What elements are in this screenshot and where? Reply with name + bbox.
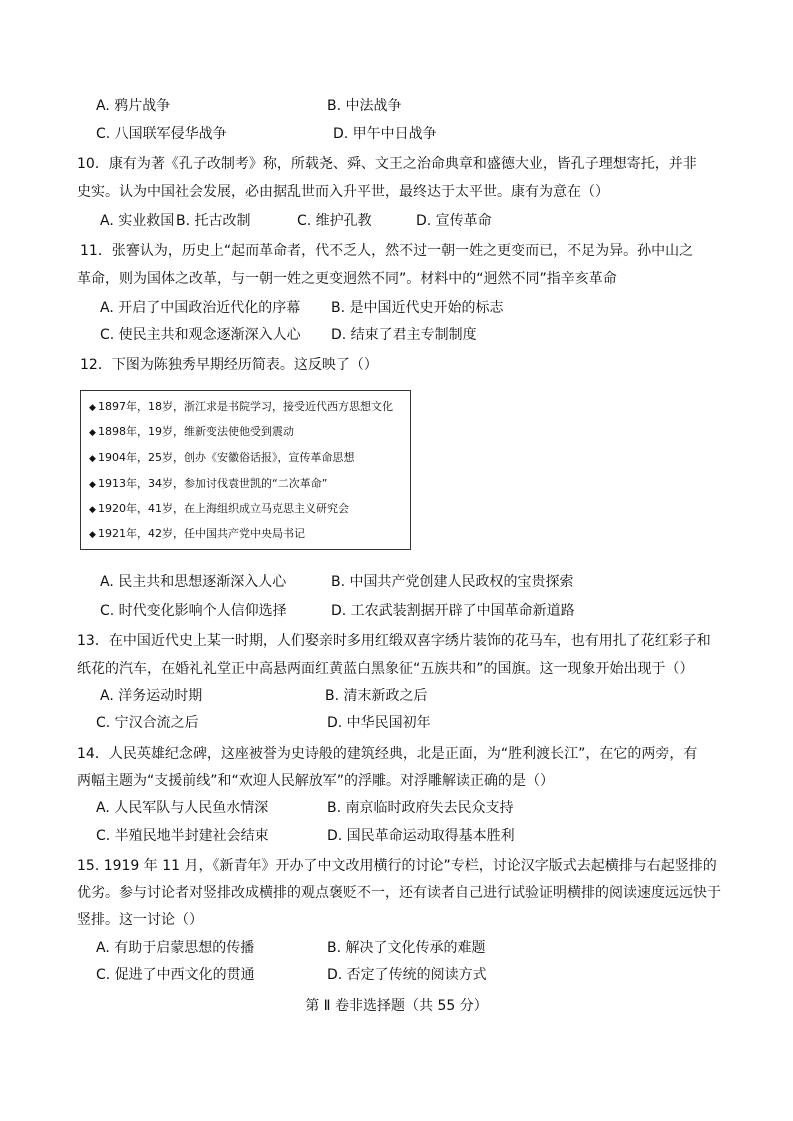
q13-option-b[interactable]: B. 清末新政之后 <box>325 688 428 704</box>
q13-option-c[interactable]: C. 宁汉合流之后 <box>96 715 199 731</box>
q11-option-b[interactable]: B. 是中国近代史开始的标志 <box>331 300 504 316</box>
q11-stem-line2: 革命，则为国体之改革，与一朝一姓之更变迥然不同”。材料中的“迥然不同”指辛亥革命 <box>77 271 617 287</box>
q15-option-a[interactable]: A. 有助于启蒙思想的传播 <box>96 940 255 956</box>
q13-stem-line2: 纸花的汽车，在婚礼礼堂正中高悬两面红黄蓝白黑象征“五族共和”的国旗。这一现象开始出现于（） <box>77 661 694 677</box>
q9-option-b[interactable]: B. 中法战争 <box>327 98 402 114</box>
q11-stem-line1: 11．张謇认为，历史上“起而革命者，代不乏人，然不过一朝一姓之更变而已，不足为异。孙中山之 <box>80 243 694 259</box>
timeline-item: ◆ 1904年，25岁，创办《安徽俗话报》，宣传革命思想 <box>89 450 355 467</box>
q12-stem-line1: 12．下图为陈独秀早期经历简表。这反映了（） <box>80 357 378 373</box>
bullet-icon: ◆ <box>89 480 96 490</box>
q11-option-c[interactable]: C. 使民主共和观念逐渐深入人心 <box>100 327 301 343</box>
q13-stem-line1: 13．在中国近代史上某一时期，人们娶亲时多用红缎双喜字绣片装饰的花马车，也有用扎了花红彩子和 <box>77 633 711 649</box>
q12-option-c[interactable]: C. 时代变化影响个人信仰选择 <box>100 603 287 619</box>
q10-option-c[interactable]: C. 维护孔教 <box>297 213 372 229</box>
timeline-item: ◆ 1920年，41岁，在上海组织成立马克思主义研究会 <box>89 501 349 518</box>
q15-stem-line1: 15. 1919 年 11 月，《新青年》开办了中文改用横行的讨论”专栏，讨论汉字版式去起横排与右起竖排的 <box>77 858 717 874</box>
q13-option-a[interactable]: A. 洋务运动时期 <box>100 688 203 704</box>
q14-option-a[interactable]: A. 人民军队与人民鱼水情深 <box>96 800 269 816</box>
q9-option-c[interactable]: C. 八国联军侵华战争 <box>96 126 227 142</box>
bullet-icon: ◆ <box>89 454 96 464</box>
q10-stem-line2: 史实。认为中国社会发展，必由据乱世而入升平世，最终达于太平世。康有为意在（） <box>77 184 609 200</box>
q14-option-c[interactable]: C. 半殖民地半封建社会结束 <box>96 828 269 844</box>
bullet-icon: ◆ <box>89 403 96 413</box>
q15-stem-line2: 优劣。参与讨论者对竖排改成横排的观点褒贬不一，还有读者自己进行试验证明横排的阅读速度远远快于 <box>77 885 721 901</box>
timeline-item: ◆ 1913年，34岁，参加讨伐袁世凯的“二次革命” <box>89 476 327 493</box>
q12-option-d[interactable]: D. 工农武装割据开辟了中国革命新道路 <box>331 603 575 619</box>
q14-stem-line1: 14．人民英雄纪念碑，这座被誉为史诗般的建筑经典，北是正面，为“胜利渡长江”，在它的两旁，有 <box>77 746 698 762</box>
q9-option-d[interactable]: D. 甲午中日战争 <box>333 126 437 142</box>
q13-option-d[interactable]: D. 中华民国初年 <box>327 715 431 731</box>
q14-stem-line2: 两幅主题为“支援前线”和“欢迎人民解放军”的浮雕。对浮雕解读正确的是（） <box>77 773 555 789</box>
q15-option-b[interactable]: B. 解决了文化传承的难题 <box>327 940 486 956</box>
q11-option-d[interactable]: D. 结束了君主专制制度 <box>331 327 477 343</box>
chen-duxiu-timeline-table <box>80 390 411 550</box>
q15-option-c[interactable]: C. 促进了中西文化的贯通 <box>96 967 255 983</box>
timeline-item: ◆ 1921年，42岁，任中国共产党中央局书记 <box>89 526 305 543</box>
timeline-item: ◆ 1897年，18岁，浙江求是书院学习，接受近代西方思想文化 <box>89 399 393 416</box>
q15-option-d[interactable]: D. 否定了传统的阅读方式 <box>327 967 487 983</box>
q12-option-a[interactable]: A. 民主共和思想逐渐深入人心 <box>100 574 287 590</box>
q10-option-d[interactable]: D. 宣传革命 <box>416 213 492 229</box>
section-heading: 第 Ⅱ 卷非选择题（共 55 分） <box>305 998 488 1014</box>
q15-stem-line3: 竖排。这一讨论（） <box>77 912 203 928</box>
bullet-icon: ◆ <box>89 530 96 540</box>
bullet-icon: ◆ <box>89 505 96 515</box>
q9-option-a[interactable]: A. 鸦片战争 <box>96 98 171 114</box>
q14-option-d[interactable]: D. 国民革命运动取得基本胜利 <box>327 828 515 844</box>
q11-option-a[interactable]: A. 开启了中国政治近代化的序幕 <box>100 300 301 316</box>
timeline-item: ◆ 1898年，19岁，维新变法使他受到震动 <box>89 424 294 441</box>
q10-option-a[interactable]: A. 实业救国 <box>100 213 175 229</box>
q12-option-b[interactable]: B. 中国共产党创建人民政权的宝贵探索 <box>331 574 574 590</box>
bullet-icon: ◆ <box>89 428 96 438</box>
q14-option-b[interactable]: B. 南京临时政府失去民众支持 <box>327 800 514 816</box>
q10-option-b[interactable]: B. 托古改制 <box>176 213 251 229</box>
q10-stem-line1: 10．康有为著《孔子改制考》称，所载尧、舜、文王之治命典章和盛德大业，皆孔子理想寄托，并非 <box>77 156 697 172</box>
